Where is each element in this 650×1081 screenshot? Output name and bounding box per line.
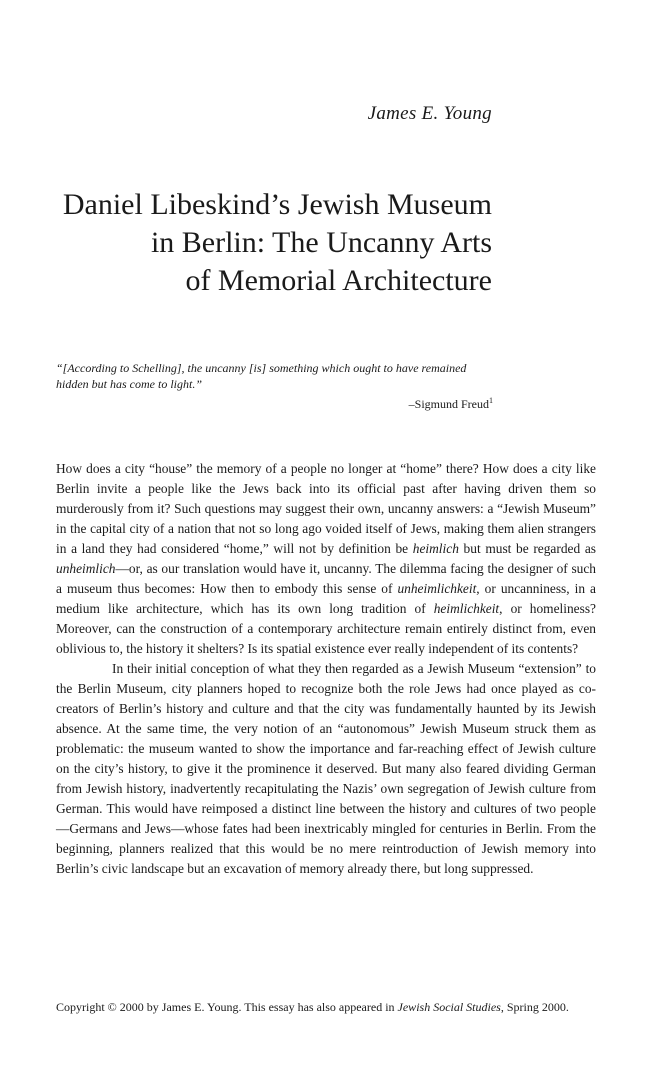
text-run: , or homeliness? Moreover, can the construction of a contemporary architecture remain entirely distinct from, even oblivious to, the history it shelters? Is its spatial existence ever really independent of its contents?: [56, 601, 596, 656]
copyright-footnote: [56, 1000, 601, 1015]
italic-term: unheimlichkeit: [397, 581, 477, 596]
text-run: —or, as our translation would have it, uncanny. The dilemma facing the designer of such a museum thus becomes: How then to embody this sense of: [56, 561, 596, 596]
journal-name: Jewish Social Studies: [397, 1000, 501, 1014]
footnote-end: , Spring 2000.: [500, 1000, 569, 1014]
body-text: [56, 459, 596, 879]
text-run: , or uncanniness, in a medium like architecture, which has its own long tradition of: [56, 581, 596, 616]
italic-term: heimlich: [412, 541, 459, 556]
author-name: James E. Young: [367, 103, 492, 124]
article-title: [63, 186, 492, 300]
epigraph-quote: “[According to Schelling], the uncanny [is] something which ought to have remained hidden but has come to light.”: [56, 361, 467, 391]
italic-term: heimlichkeit: [433, 601, 500, 616]
title-line-3: of Memorial Architecture: [185, 264, 492, 297]
italic-term: unheimlich: [56, 561, 116, 576]
epigraph-source: [409, 396, 493, 412]
paragraph-1: [56, 459, 596, 659]
epigraph-source-name: –Sigmund Freud: [408, 397, 489, 411]
title-line-1: Daniel Libeskind’s Jewish Museum: [62, 188, 492, 221]
footnote-marker: 1: [489, 396, 493, 405]
title-line-2: in Berlin: The Uncanny Arts: [150, 226, 492, 259]
text-run: but must be regarded as: [458, 541, 596, 556]
paragraph-2: In their initial conception of what they then regarded as a Jewish Museum “extension” to the Berlin Museum, city planners hoped to recognize both the role Jews had once played as co-creators of Berlin’s history and culture and that the city was fundamentally haunted by its Jewish absence. At the same time, the very notion of an “autonomous” Jewish Museum struck them as problematic: the museum wanted to show the importance and far-reaching effect of Jewish culture on the city’s history, to give it the prominence it deserved. But many also feared dividing German from Jewish history, inadvertently recapitulating the Nazis’ own segregation of Jewish culture from German. This would have reimposed a distinct line between the history and cultures of two people—Germans and Jews—whose fates had been inextricably mingled for centuries in Berlin. From the beginning, planners realized that this would be no mere reintroduction of Jewish memory into Berlin’s civic landscape but an excavation of memory already there, but long suppressed.: [56, 661, 596, 876]
footnote-text: Copyright © 2000 by James E. Young. This essay has also appeared in: [56, 1000, 398, 1014]
text-run: How does a city “house” the memory of a people no longer at “home” there? How does a city like Berlin invite a people like the Jews back into its official past after having driven them so murderously from it? Such questions may suggest their own, uncanny answers: a “Jewish Museum” in the capital city of a nation that not so long ago voided itself of Jews, making them alien strangers in a land they had considered “home,” will not by definition be: [56, 461, 596, 556]
